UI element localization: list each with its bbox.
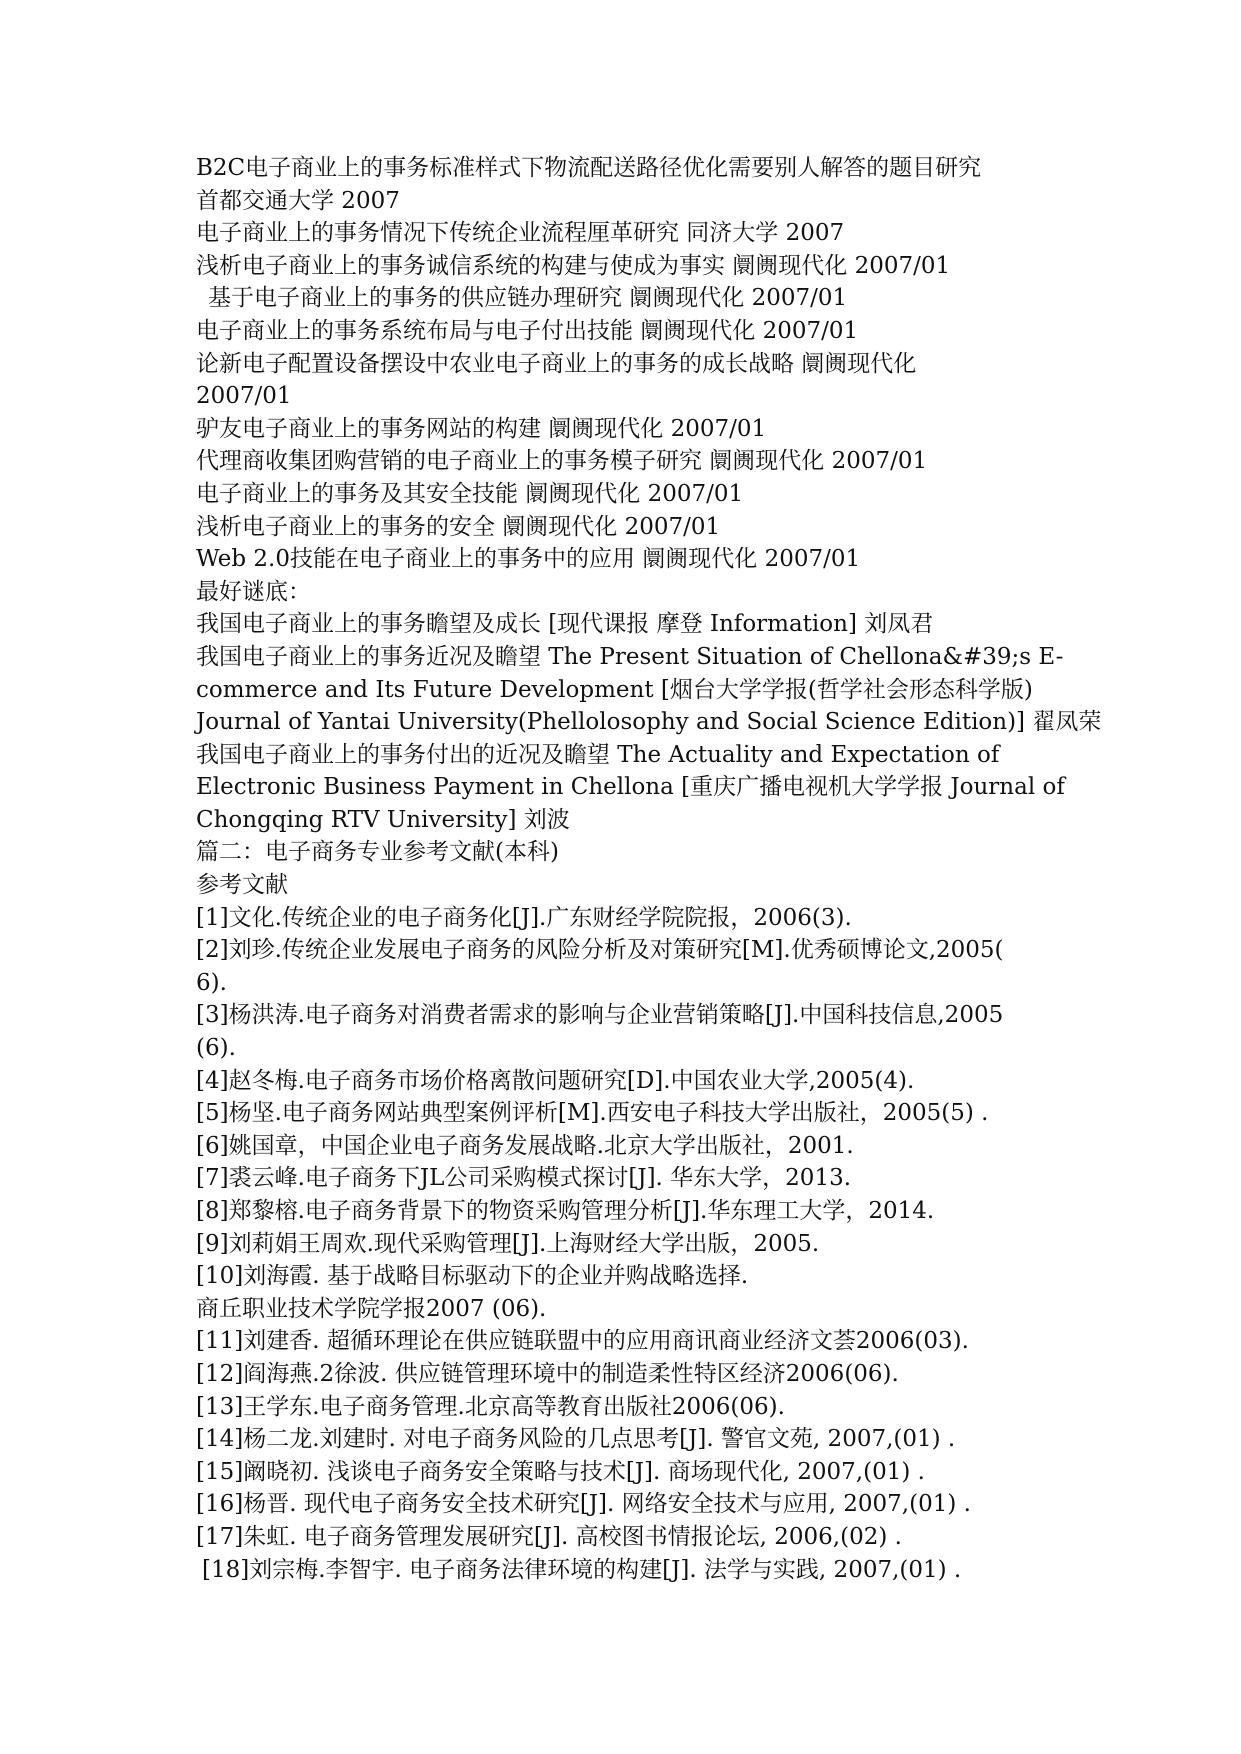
reference-item: [13]王学东.电子商务管理.北京高等教育出版社2006(06). — [196, 1393, 785, 1420]
text-line: Web 2.0技能在电子商业上的事务中的应用 阛阓现代化 2007/01 — [196, 546, 861, 573]
reference-item: [7]裘云峰.电子商务下JL公司采购模式探讨[J]. 华东大学，2013. — [196, 1165, 852, 1192]
text-line: 浅析电子商业上的事务的安全 阛阓现代化 2007/01 — [196, 513, 721, 540]
text-line: Chongqing RTV University] 刘波 — [196, 806, 570, 833]
text-line: 电子商业上的事务系统布局与电子付出技能 阛阓现代化 2007/01 — [196, 317, 859, 344]
reference-item: [12]阎海燕.2徐波. 供应链管理环境中的制造柔性特区经济2006(06). — [196, 1360, 899, 1387]
document-body — [196, 152, 1102, 1586]
text-line: 论新电子配置设备摆设中农业电子商业上的事务的成长战略 阛阓现代化 — [196, 350, 917, 377]
text-line: 基于电子商业上的事务的供应链办理研究 阛阓现代化 2007/01 — [208, 285, 848, 312]
reference-item: [9]刘莉娟王周欢.现代采购管理[J].上海财经大学出版，2005. — [196, 1230, 820, 1257]
text-line: 驴友电子商业上的事务网站的构建 阛阓现代化 2007/01 — [196, 415, 767, 442]
text-line: commerce and Its Future Development [烟台大学学报(哲学社会形态科学版) — [196, 676, 1033, 703]
text-line: 我国电子商业上的事务付出的近况及瞻望 The Actuality and Expectation of — [196, 741, 1000, 768]
answer-heading: 最好谜底： — [196, 578, 311, 605]
reference-item: [4]赵冬梅.电子商务市场价格离散问题研究[D].中国农业大学,2005(4). — [196, 1067, 915, 1094]
reference-item: [2]刘珍.传统企业发展电子商务的风险分析及对策研究[M].优秀硕博论文,2005( — [196, 937, 1004, 964]
reference-item: [11]刘建香. 超循环理论在供应链联盟中的应用商讯商业经济文荟2006(03). — [196, 1328, 969, 1355]
references-heading: 参考文献 — [196, 872, 288, 899]
section-heading: 篇二：电子商务专业参考文献(本科) — [196, 839, 559, 866]
text-line: Electronic Business Payment in Chellona [重庆广播电视机大学学报 Journal of — [196, 774, 1065, 801]
text-line: 我国电子商业上的事务瞻望及成长 [现代课报 摩登 Information] 刘凤君 — [196, 611, 934, 638]
reference-item: [6]姚国章，中国企业电子商务发展战略.北京大学出版社，2001. — [196, 1132, 854, 1159]
reference-item: [3]杨洪涛.电子商务对消费者需求的影响与企业营销策略[J].中国科技信息,2005 — [196, 1002, 1004, 1029]
reference-item: [5]杨坚.电子商务网站典型案例评析[M].西安电子科技大学出版社，2005(5) . — [196, 1100, 989, 1127]
reference-item: (6). — [196, 1035, 236, 1062]
reference-item: [17]朱虹. 电子商务管理发展研究[J]. 高校图书情报论坛, 2006,(02) . — [196, 1523, 902, 1550]
text-line: 2007/01 — [196, 383, 292, 410]
reference-item: [14]杨二龙.刘建时. 对电子商务风险的几点思考[J]. 警官文苑, 2007,(01) . — [196, 1426, 956, 1453]
text-line: 电子商业上的事务情况下传统企业流程厘革研究 同济大学 2007 — [196, 220, 845, 247]
text-line: B2C电子商业上的事务标准样式下物流配送路径优化需要别人解答的题目研究 — [196, 155, 982, 181]
reference-item: [8]郑黎榕.电子商务背景下的物资采购管理分析[J].华东理工大学，2014. — [196, 1198, 935, 1224]
reference-item: 商丘职业技术学院学报2007 (06). — [196, 1295, 547, 1322]
text-line: 代理商收集团购营销的电子商业上的事务模子研究 阛阓现代化 2007/01 — [196, 448, 928, 475]
text-line: 电子商业上的事务及其安全技能 阛阓现代化 2007/01 — [196, 480, 744, 507]
reference-item: [10]刘海霞. 基于战略目标驱动下的企业并购战略选择. — [196, 1263, 749, 1290]
text-line: 我国电子商业上的事务近况及瞻望 The Present Situation of Chellona&#39;s E- — [196, 643, 1064, 670]
text-line: Journal of Yantai University(Phellolosophy and Social Science Edition)] 翟凤荣 — [196, 709, 1102, 736]
reference-item: [15]阚晓初. 浅谈电子商务安全策略与技术[J]. 商场现代化, 2007,(01) . — [196, 1458, 925, 1485]
reference-item: 6). — [196, 969, 227, 996]
text-line: 浅析电子商业上的事务诚信系统的构建与使成为事实 阛阓现代化 2007/01 — [196, 252, 951, 279]
reference-item: [1]文化.传统企业的电子商务化[J].广东财经学院院报，2006(3). — [196, 904, 852, 931]
text-line: 首都交通大学 2007 — [196, 187, 400, 214]
reference-item: [16]杨晋. 现代电子商务安全技术研究[J]. 网络安全技术与应用, 2007,(01) . — [196, 1491, 971, 1518]
reference-item: [18]刘宗梅.李智宇. 电子商务法律环境的构建[J]. 法学与实践, 2007,(01) . — [202, 1556, 962, 1583]
